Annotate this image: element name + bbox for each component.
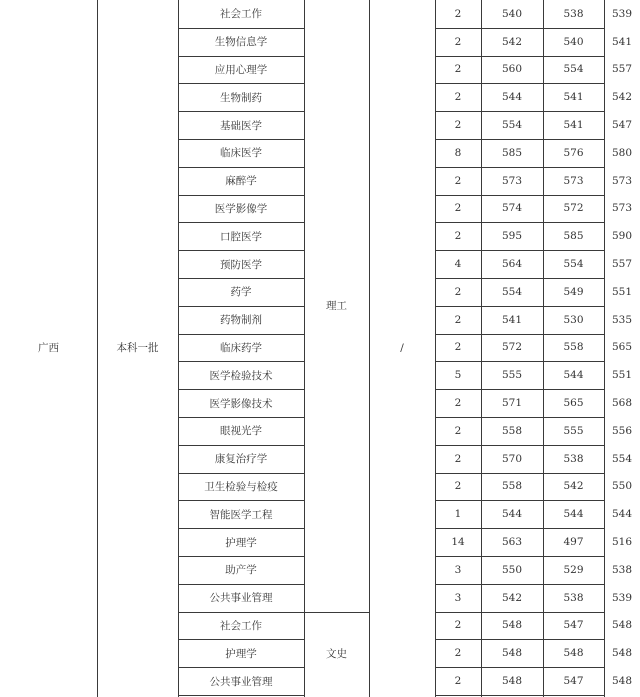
min-score-cell: 530 xyxy=(563,313,584,326)
min-score-cell: 547 xyxy=(563,675,584,688)
row-divider xyxy=(178,167,305,168)
major-cell: 公共事业管理 xyxy=(209,675,273,688)
min-score-cell: 576 xyxy=(563,146,584,159)
max-score-cell: 554 xyxy=(501,119,523,132)
plan-count-cell: 2 xyxy=(454,7,462,20)
max-score-cell: 542 xyxy=(501,591,523,604)
major-cell: 应用心理学 xyxy=(214,63,268,76)
plan-count-cell: 2 xyxy=(454,63,462,76)
max-score-cell: 574 xyxy=(501,202,523,215)
batch-cell: 本科一批 xyxy=(116,342,159,354)
column-divider xyxy=(435,0,436,697)
avg-score-cell: 551 xyxy=(611,285,633,298)
major-cell: 社会工作 xyxy=(220,8,262,21)
row-divider xyxy=(435,139,605,140)
avg-score-cell: 539 xyxy=(611,591,633,604)
row-divider xyxy=(178,612,305,613)
row-divider xyxy=(178,667,305,668)
row-divider xyxy=(178,195,305,196)
max-score-cell: 544 xyxy=(501,508,523,521)
plan-count-cell: 4 xyxy=(454,258,462,271)
category-arts-cell: 文史 xyxy=(326,647,347,660)
major-cell: 卫生检验与检疫 xyxy=(204,480,278,493)
plan-count-cell: 2 xyxy=(454,341,462,354)
avg-score-cell: 539 xyxy=(611,7,633,20)
max-score-cell: 564 xyxy=(501,258,523,271)
row-divider xyxy=(435,222,605,223)
avg-score-cell: 547 xyxy=(611,119,633,132)
major-cell: 医学影像技术 xyxy=(209,397,273,410)
plan-count-cell: 2 xyxy=(454,230,462,243)
row-divider xyxy=(435,473,605,474)
row-divider xyxy=(178,83,305,84)
min-score-cell: 538 xyxy=(563,7,584,20)
avg-score-cell: 548 xyxy=(611,619,633,632)
major-cell: 康复治疗学 xyxy=(214,453,268,466)
row-divider xyxy=(435,695,605,696)
row-divider xyxy=(435,250,605,251)
row-divider xyxy=(178,334,305,335)
max-score-cell: 542 xyxy=(501,35,523,48)
row-divider xyxy=(435,28,605,29)
max-score-cell: 595 xyxy=(501,230,523,243)
min-score-cell: 541 xyxy=(563,91,584,104)
max-score-cell: 548 xyxy=(501,647,523,660)
row-divider xyxy=(435,528,605,529)
min-score-cell: 497 xyxy=(563,536,584,549)
row-divider xyxy=(435,195,605,196)
min-score-cell: 547 xyxy=(563,619,584,632)
column-divider xyxy=(481,0,482,697)
major-cell: 眼视光学 xyxy=(220,425,262,438)
major-cell: 护理学 xyxy=(225,536,257,549)
avg-score-cell: 541 xyxy=(611,35,633,48)
plan-count-cell: 2 xyxy=(454,91,462,104)
row-divider xyxy=(178,306,305,307)
row-divider xyxy=(435,361,605,362)
row-divider xyxy=(435,167,605,168)
avg-score-cell: 573 xyxy=(611,202,633,215)
column-divider xyxy=(178,0,179,697)
row-divider xyxy=(178,445,305,446)
max-score-cell: 558 xyxy=(501,424,523,437)
max-score-cell: 548 xyxy=(501,619,523,632)
max-score-cell: 573 xyxy=(501,174,523,187)
plan-count-cell: 3 xyxy=(454,591,462,604)
major-cell: 医学影像学 xyxy=(214,202,268,215)
min-score-cell: 538 xyxy=(563,452,584,465)
max-score-cell: 558 xyxy=(501,480,523,493)
max-score-cell: 560 xyxy=(501,63,523,76)
row-divider xyxy=(435,389,605,390)
avg-score-cell: 573 xyxy=(611,174,633,187)
min-score-cell: 565 xyxy=(563,397,584,410)
column-divider xyxy=(369,0,370,697)
avg-score-cell: 556 xyxy=(611,424,633,437)
row-divider xyxy=(178,639,305,640)
major-cell: 生物信息学 xyxy=(214,36,268,49)
remark-cell: / xyxy=(400,341,404,354)
plan-count-cell: 8 xyxy=(454,146,462,159)
min-score-cell: 544 xyxy=(563,508,584,521)
plan-count-cell: 2 xyxy=(454,285,462,298)
plan-count-cell: 2 xyxy=(454,452,462,465)
max-score-cell: 555 xyxy=(501,369,523,382)
row-divider xyxy=(178,528,305,529)
max-score-cell: 571 xyxy=(501,397,523,410)
major-cell: 生物制药 xyxy=(220,91,262,104)
avg-score-cell: 551 xyxy=(611,369,633,382)
avg-score-cell: 568 xyxy=(611,397,633,410)
min-score-cell: 548 xyxy=(563,647,584,660)
min-score-cell: 585 xyxy=(563,230,584,243)
row-divider xyxy=(178,278,305,279)
row-divider xyxy=(178,28,305,29)
row-divider xyxy=(178,111,305,112)
row-divider xyxy=(435,556,605,557)
avg-score-cell: 542 xyxy=(611,91,633,104)
row-divider xyxy=(435,500,605,501)
plan-count-cell: 1 xyxy=(454,508,462,521)
plan-count-cell: 14 xyxy=(451,536,465,549)
column-divider xyxy=(543,0,544,697)
min-score-cell: 538 xyxy=(563,591,584,604)
min-score-cell: 558 xyxy=(563,341,584,354)
row-divider xyxy=(178,139,305,140)
avg-score-cell: 580 xyxy=(611,146,633,159)
row-divider xyxy=(178,695,305,696)
plan-count-cell: 2 xyxy=(454,35,462,48)
row-divider xyxy=(178,473,305,474)
major-cell: 智能医学工程 xyxy=(209,508,273,521)
avg-score-cell: 550 xyxy=(611,480,633,493)
max-score-cell: 554 xyxy=(501,285,523,298)
avg-score-cell: 565 xyxy=(611,341,633,354)
row-divider xyxy=(178,417,305,418)
plan-count-cell: 2 xyxy=(454,619,462,632)
plan-count-cell: 2 xyxy=(454,313,462,326)
row-divider xyxy=(178,389,305,390)
plan-count-cell: 2 xyxy=(454,480,462,493)
row-divider xyxy=(435,111,605,112)
avg-score-cell: 554 xyxy=(611,452,633,465)
major-cell: 社会工作 xyxy=(220,619,262,632)
row-divider xyxy=(435,417,605,418)
category-science-cell: 理工 xyxy=(326,300,347,313)
row-divider xyxy=(435,334,605,335)
row-divider xyxy=(178,56,305,57)
major-cell: 药学 xyxy=(230,286,252,299)
max-score-cell: 541 xyxy=(501,313,523,326)
row-divider xyxy=(304,612,370,613)
major-cell: 口腔医学 xyxy=(220,230,262,243)
avg-score-cell: 548 xyxy=(611,675,633,688)
row-divider xyxy=(435,56,605,57)
row-divider xyxy=(178,500,305,501)
min-score-cell: 572 xyxy=(563,202,584,215)
max-score-cell: 550 xyxy=(501,563,523,576)
min-score-cell: 529 xyxy=(563,563,584,576)
avg-score-cell: 548 xyxy=(611,647,633,660)
row-divider xyxy=(178,361,305,362)
min-score-cell: 555 xyxy=(563,424,584,437)
region-cell: 广西 xyxy=(38,342,59,354)
major-cell: 助产学 xyxy=(225,564,257,577)
row-divider xyxy=(435,306,605,307)
avg-score-cell: 516 xyxy=(611,536,633,549)
row-divider xyxy=(178,250,305,251)
column-divider xyxy=(97,0,98,697)
major-cell: 预防医学 xyxy=(220,258,262,271)
min-score-cell: 554 xyxy=(563,63,584,76)
major-cell: 药物制剂 xyxy=(220,314,262,327)
column-divider xyxy=(304,0,305,697)
min-score-cell: 542 xyxy=(563,480,584,493)
min-score-cell: 541 xyxy=(563,119,584,132)
plan-count-cell: 2 xyxy=(454,647,462,660)
avg-score-cell: 538 xyxy=(611,563,633,576)
plan-count-cell: 2 xyxy=(454,424,462,437)
max-score-cell: 585 xyxy=(501,146,523,159)
plan-count-cell: 2 xyxy=(454,397,462,410)
major-cell: 临床医学 xyxy=(220,147,262,160)
max-score-cell: 563 xyxy=(501,536,523,549)
min-score-cell: 554 xyxy=(563,258,584,271)
row-divider xyxy=(178,556,305,557)
plan-count-cell: 5 xyxy=(454,369,462,382)
major-cell: 护理学 xyxy=(225,647,257,660)
row-divider xyxy=(435,445,605,446)
max-score-cell: 572 xyxy=(501,341,523,354)
major-cell: 医学检验技术 xyxy=(209,369,273,382)
major-cell: 基础医学 xyxy=(220,119,262,132)
plan-count-cell: 2 xyxy=(454,202,462,215)
min-score-cell: 573 xyxy=(563,174,584,187)
avg-score-cell: 557 xyxy=(611,258,633,271)
row-divider xyxy=(435,667,605,668)
major-cell: 麻醉学 xyxy=(225,175,257,188)
avg-score-cell: 544 xyxy=(611,508,633,521)
row-divider xyxy=(178,584,305,585)
plan-count-cell: 2 xyxy=(454,675,462,688)
min-score-cell: 549 xyxy=(563,285,584,298)
avg-score-cell: 590 xyxy=(611,230,633,243)
max-score-cell: 570 xyxy=(501,452,523,465)
column-divider xyxy=(604,0,605,697)
min-score-cell: 540 xyxy=(563,35,584,48)
major-cell: 临床药学 xyxy=(220,341,262,354)
max-score-cell: 540 xyxy=(501,7,523,20)
row-divider xyxy=(435,584,605,585)
row-divider xyxy=(435,639,605,640)
plan-count-cell: 3 xyxy=(454,563,462,576)
avg-score-cell: 535 xyxy=(611,313,633,326)
row-divider xyxy=(435,612,605,613)
row-divider xyxy=(435,83,605,84)
major-cell: 公共事业管理 xyxy=(209,592,273,605)
min-score-cell: 544 xyxy=(563,369,584,382)
plan-count-cell: 2 xyxy=(454,119,462,132)
max-score-cell: 544 xyxy=(501,91,523,104)
plan-count-cell: 2 xyxy=(454,174,462,187)
avg-score-cell: 557 xyxy=(611,63,633,76)
row-divider xyxy=(435,278,605,279)
max-score-cell: 548 xyxy=(501,675,523,688)
row-divider xyxy=(178,222,305,223)
